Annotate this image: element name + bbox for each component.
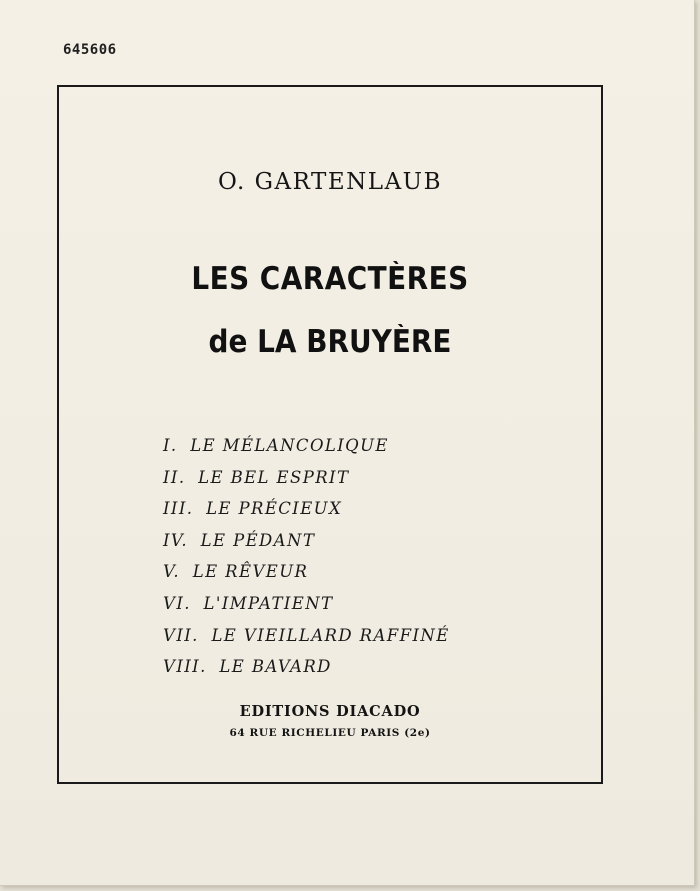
contents-numeral: VII. [163,625,199,645]
title-frame [57,85,603,784]
title-line-1: LES CARACTÈRES [191,261,469,297]
contents-numeral: VI. [163,593,191,613]
contents-title: LE BAVARD [219,657,332,677]
contents-title: LE PÉDANT [200,530,316,550]
contents-title: L'IMPATIENT [203,593,334,613]
contents-title: LE MÉLANCOLIQUE [190,436,389,455]
composer-name: O. GARTENLAUB [218,169,442,195]
contents-item [163,651,450,683]
contents-numeral: IV. [163,530,188,550]
contents-item [163,620,450,652]
contents-numeral: V. [163,562,181,582]
contents-item [163,588,450,620]
contents-list [163,430,450,683]
contents-title: LE VIEILLARD RAFFINÉ [211,625,450,645]
contents-title: LE BEL ESPRIT [198,467,350,487]
contents-numeral: VIII. [163,657,207,677]
contents-item [163,493,450,525]
contents-item [163,525,450,557]
contents-title: LE PRÉCIEUX [206,499,343,519]
contents-item [163,556,450,588]
contents-item [163,462,450,494]
contents-numeral: II. [163,467,186,487]
publisher-address: 64 RUE RICHELIEU PARIS (2e) [229,727,431,739]
contents-item [163,430,450,462]
catalog-number: 645606 [63,42,117,58]
publisher-name: EDITIONS DIACADO [239,703,421,720]
contents-numeral: I. [163,436,178,455]
title-line-2: de LA BRUYÈRE [208,324,452,360]
contents-numeral: III. [163,499,194,519]
contents-title: LE RÊVEUR [192,562,309,582]
